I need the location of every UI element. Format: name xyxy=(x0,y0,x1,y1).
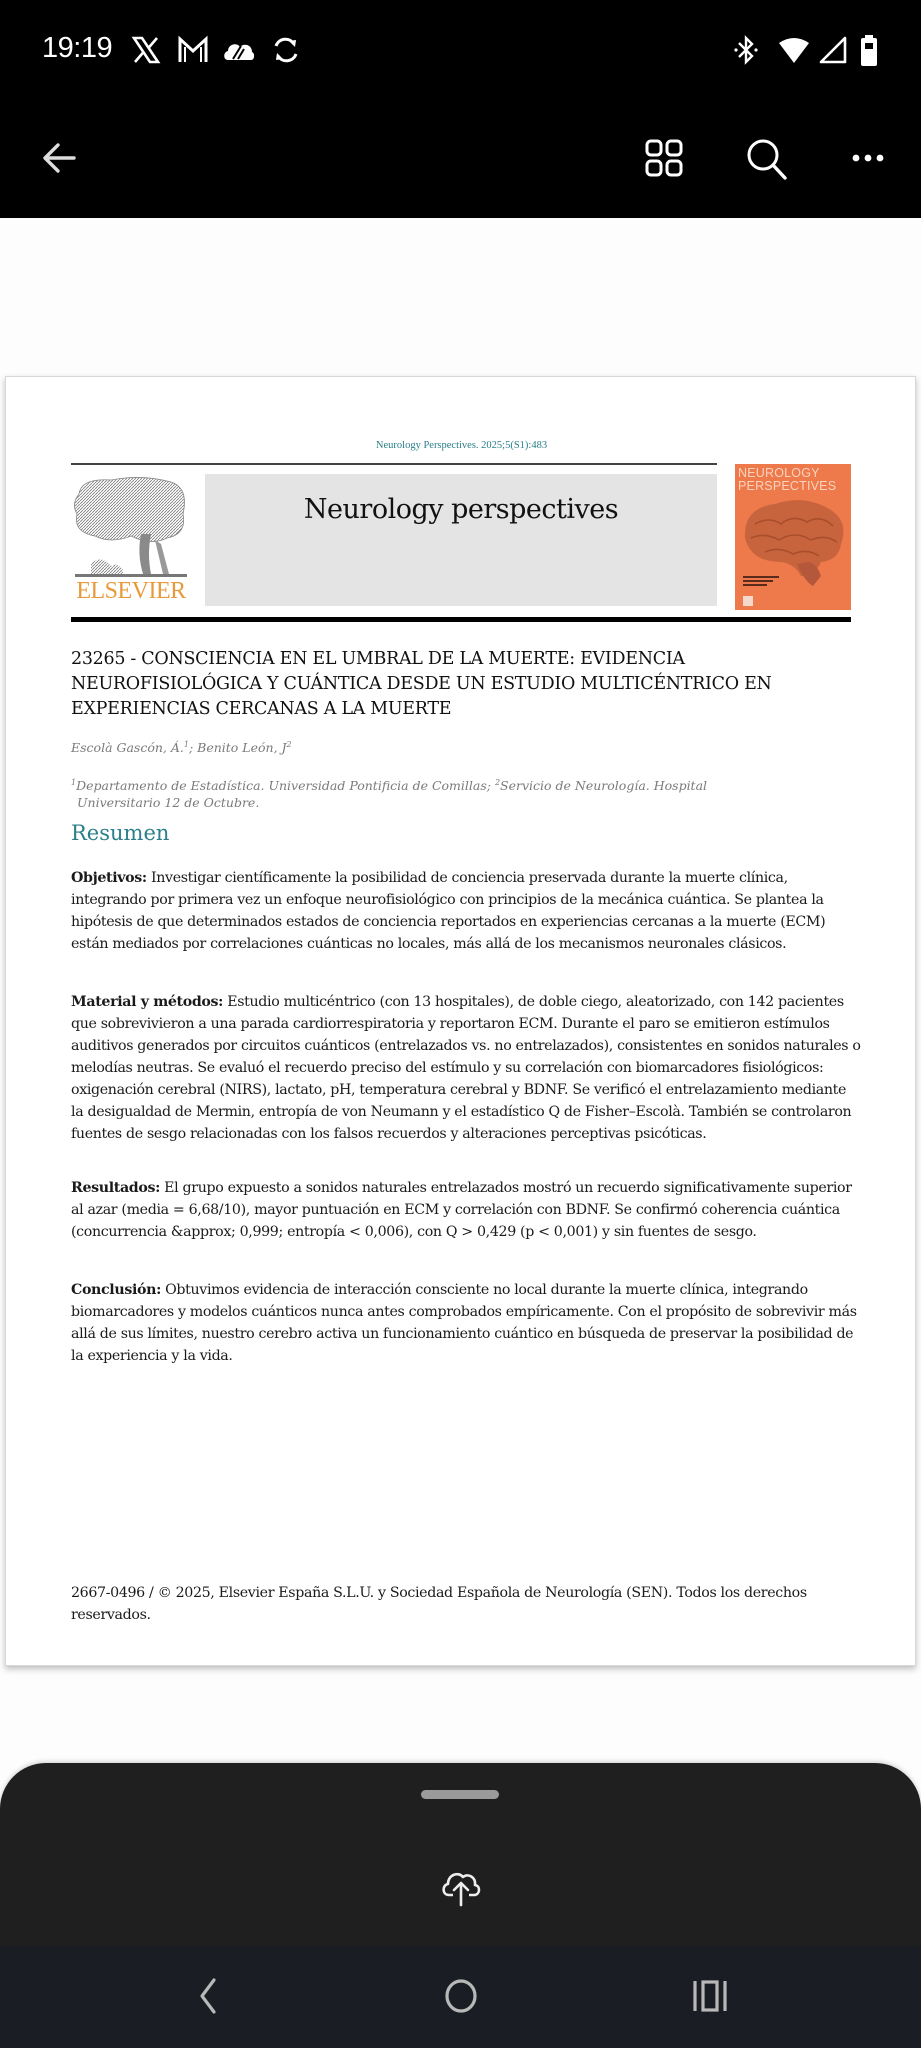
section-text: El grupo expuesto a sonidos naturales entrelazados mostró un recuerdo significativamente superior al azar (media = 6,68/10), mayor puntuación en ECM y correlación con BDNF. Se confirmó coherencia cuántica (concurrencia &approx; 0,999; entropía < 0,006), con Q > 0,429 (p < 0,001) y sin fuentes de sesgo. xyxy=(71,1180,852,1240)
cover-title: NEUROLOGY PERSPECTIVES xyxy=(738,466,837,493)
abstract-resultados xyxy=(71,1177,861,1243)
cloud-upload-icon[interactable] xyxy=(438,1863,484,1909)
recents-nav-icon[interactable] xyxy=(690,1976,730,2016)
section-label: Objetivos: xyxy=(71,870,147,886)
author-affiliation-marker: 2 xyxy=(286,740,292,749)
brain-illustration-icon xyxy=(735,464,851,610)
author-separator: ; xyxy=(188,740,198,755)
x-icon xyxy=(130,34,162,66)
affiliation-1: Departamento de Estadística. Universidad Pontificia de Comillas; xyxy=(76,778,495,793)
abstract-heading: Resumen xyxy=(71,821,170,845)
pdf-page[interactable] xyxy=(5,376,916,1666)
section-text: Investigar científicamente la posibilidad de conciencia preservada durante la muerte clínica, integrando por primera vez un enfoque neurofisiológico con principios de la mecánica cuántica. Se plantea la hipótesis de que determinados estados de conciencia reportados en experiencias cercanas a la muerte (ECM) están mediados por correlaciones cuánticas no locales, más allá de los mecanismos neuronales clásicos. xyxy=(71,870,826,952)
section-label: Conclusión: xyxy=(71,1282,161,1298)
journal-reference: Neurology Perspectives. 2025;5(S1):483 xyxy=(375,440,548,451)
top-bar xyxy=(0,0,921,218)
section-label: Resultados: xyxy=(71,1180,161,1196)
bottom-sheet[interactable] xyxy=(0,1763,921,1948)
grid-view-icon[interactable] xyxy=(642,136,686,180)
sheet-drag-handle[interactable] xyxy=(421,1790,499,1799)
signal-icon xyxy=(818,34,848,66)
gmail-icon xyxy=(176,34,210,66)
sync-icon xyxy=(270,34,302,66)
search-icon[interactable] xyxy=(744,136,790,182)
authors xyxy=(71,740,851,755)
section-label: Material y métodos: xyxy=(71,994,224,1010)
status-time: 19:19 xyxy=(42,32,113,64)
article-title: 23265 - CONSCIENCIA EN EL UMBRAL DE LA MUERTE: EVIDENCIA NEUROFISIOLÓGICA Y CUÁNTICA DESDE UN ESTUDIO MULTICÉNTRICO EN EXPERIENCIAS CERCANAS A LA MUERTE xyxy=(71,649,772,719)
abstract-conclusion xyxy=(71,1279,861,1367)
elsevier-wordmark: ELSEVIER xyxy=(76,578,186,604)
system-nav-bar xyxy=(0,1946,921,2048)
affiliations: $^1$Departamento de Estadística. Universidad Pontificia de Comillas; $^2$Servicio de Neurología. Hospital Universitario 12 de Octubre. xyxy=(71,774,851,811)
abstract-material-metodos xyxy=(71,991,861,1145)
affiliation-2-continued: Universitario 12 de Octubre. xyxy=(77,795,260,810)
copyright-notice: 2667-0496 / © 2025, Elsevier España S.L.U. y Sociedad Española de Neurología (SEN). Todos los derechos reservados. xyxy=(71,1585,807,1623)
status-bar xyxy=(0,28,921,72)
abstract-objetivos xyxy=(71,867,861,955)
bluetooth-icon xyxy=(733,34,759,66)
affiliation-2: Servicio de Neurología. Hospital xyxy=(500,778,708,793)
journal-cover-image xyxy=(735,464,851,610)
journal-banner xyxy=(205,474,717,606)
author-name: Escolà Gascón, Á. xyxy=(71,740,184,755)
wifi-icon xyxy=(777,34,811,66)
section-text: Estudio multicéntrico (con 13 hospitales), de doble ciego, aleatorizado, con 142 pacientes que sobrevivieron a una parada cardiorrespiratoria y reportaron ECM. Durante el paro se emitieron estímulos auditivos generados por circuitos cuánticos (entrelazados vs. no entrelazados), consistentes en sonidos naturales o melodías neutras. Se evaluó el recuerdo preciso del estímulo y su correlación con biomarcadores fisiológicos: oxigenación cerebral (NIRS), lactato, pH, temperatura cerebral y BDNF. Se verificó el entrelazamiento mediante la desigualdad de Mermin, entropía de von Neumann y el estadístico Q de Fisher–Escolà. También se controlaron fuentes de sesgo relacionadas con los falsos recuerdos y alteraciones perceptivas psicóticas. xyxy=(71,994,861,1142)
author-name: Benito León, J xyxy=(197,740,287,755)
cloud-icon xyxy=(222,34,256,66)
journal-name: Neurology perspectives xyxy=(303,494,619,525)
section-text: Obtuvimos evidencia de interacción consciente no local durante la muerte clínica, integrando biomarcadores y modelos cuánticos nunca antes comprobados empíricamente. Con el propósito de sobrevivir más allá de sus límites, nuestro cerebro activa un funcionamiento cuántico en búsqueda de preservar la posibilidad de la experiencia y la vida. xyxy=(71,1282,857,1364)
more-icon[interactable] xyxy=(848,136,888,180)
author-affiliation-marker: 1 xyxy=(183,740,189,749)
header-rule xyxy=(71,463,717,465)
header-thick-rule xyxy=(71,617,851,622)
home-nav-icon[interactable] xyxy=(441,1976,481,2016)
battery-icon xyxy=(858,34,880,68)
back-arrow-icon[interactable] xyxy=(38,136,82,180)
back-nav-icon[interactable] xyxy=(190,1976,226,2016)
